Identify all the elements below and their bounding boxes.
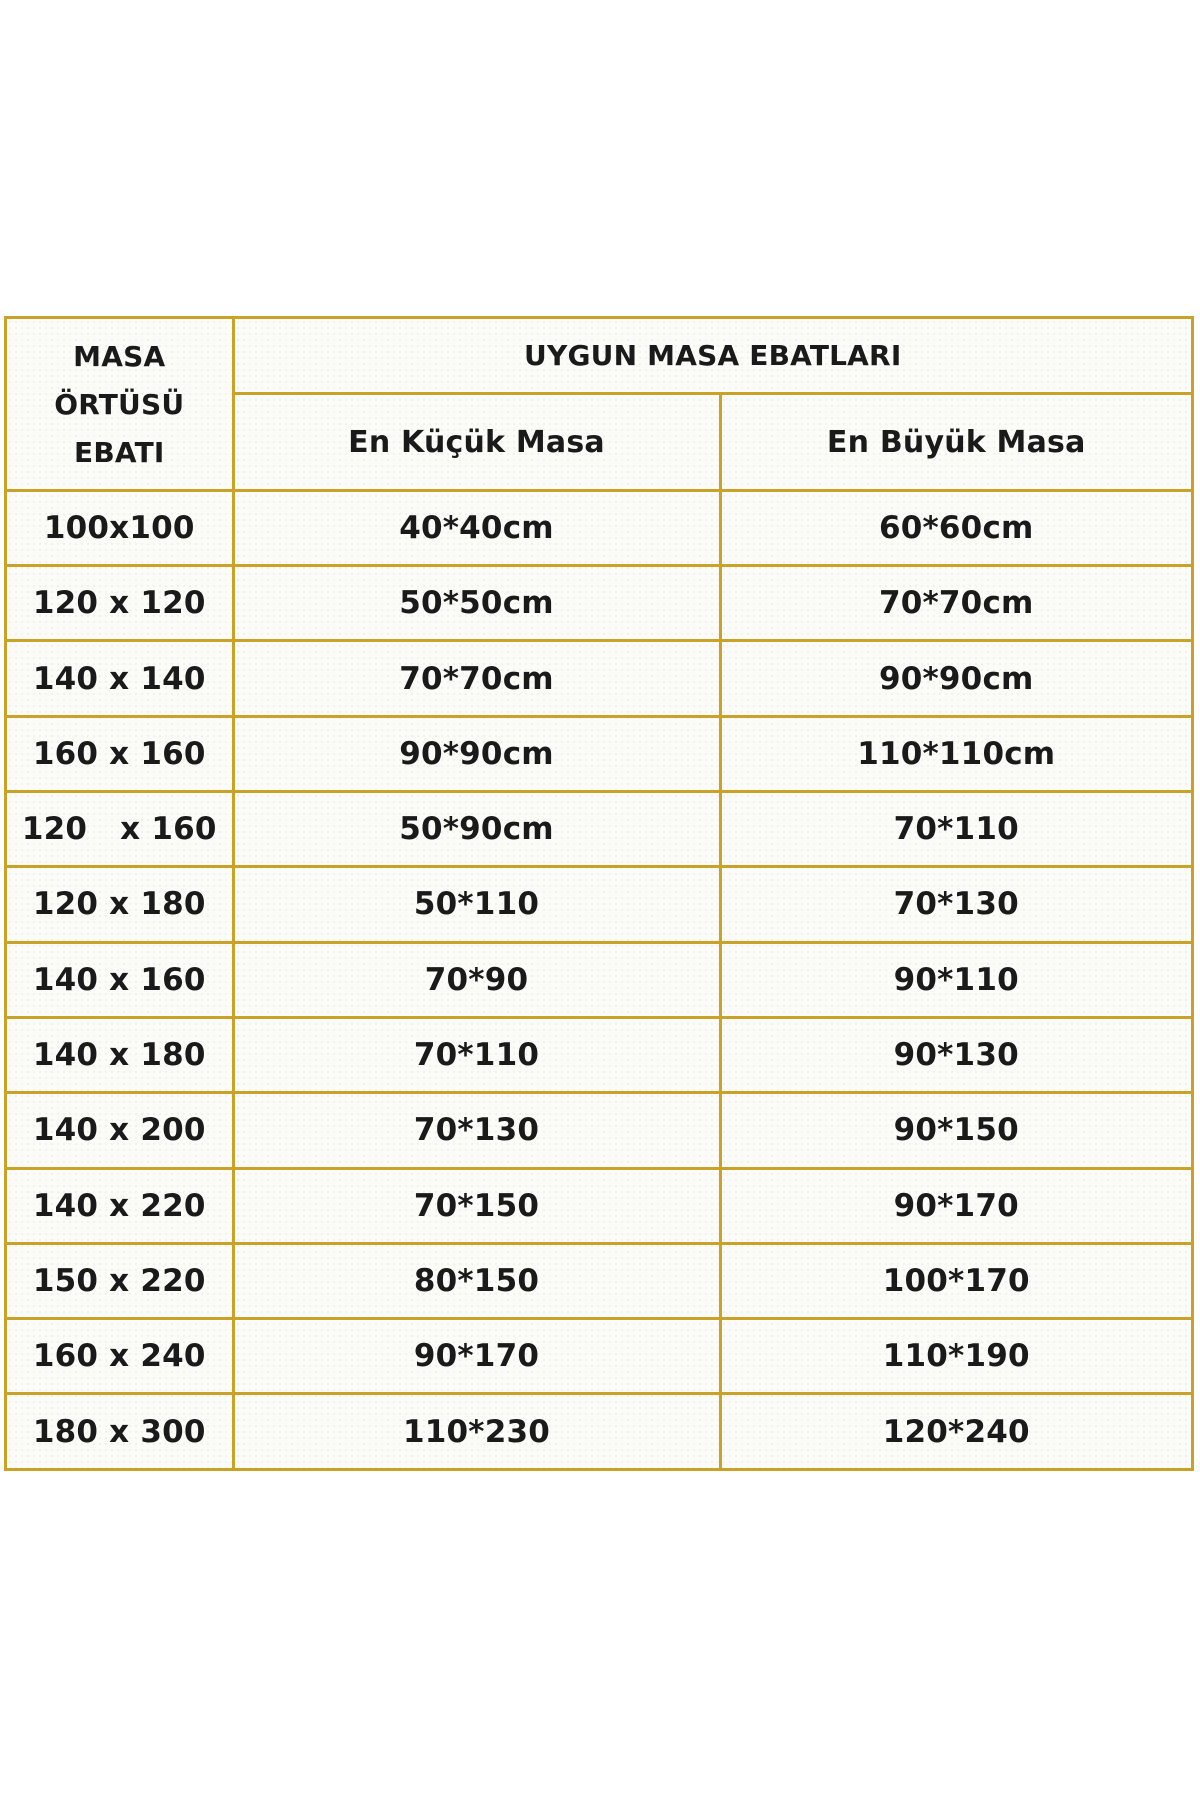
cell-max-size: 90*150: [720, 1093, 1191, 1168]
cell-min-size: 50*110: [233, 867, 720, 942]
cell-cloth-size: 100x100: [7, 490, 233, 565]
cell-min-size: 40*40cm: [233, 490, 720, 565]
cell-cloth-size: 140 x 200: [7, 1093, 233, 1168]
size-chart-table: [4, 316, 1194, 1471]
header-min-table: En Küçük Masa: [233, 394, 720, 490]
cell-cloth-size: 180 x 300: [7, 1394, 233, 1468]
table-row: [7, 1093, 1191, 1168]
cell-min-size: 80*150: [233, 1243, 720, 1318]
table-row: [7, 942, 1191, 1017]
cell-cloth-size: 120 x 120: [7, 566, 233, 641]
cell-cloth-size: 140 x 220: [7, 1168, 233, 1243]
header-row-top: [7, 319, 1191, 394]
cell-max-size: 70*70cm: [720, 566, 1191, 641]
table-row: [7, 1168, 1191, 1243]
cell-min-size: 50*90cm: [233, 791, 720, 866]
table-row: [7, 566, 1191, 641]
cell-min-size: 70*130: [233, 1093, 720, 1168]
cell-max-size: 120*240: [720, 1394, 1191, 1468]
cell-cloth-size: 120 x 180: [7, 867, 233, 942]
cell-max-size: 70*130: [720, 867, 1191, 942]
cell-cloth-size: 140 x 140: [7, 641, 233, 716]
table-row: [7, 791, 1191, 866]
cell-min-size: 70*110: [233, 1017, 720, 1092]
cell-max-size: 60*60cm: [720, 490, 1191, 565]
table-row: [7, 1017, 1191, 1092]
table-row: [7, 490, 1191, 565]
table-row: [7, 641, 1191, 716]
cell-cloth-size: 160 x 240: [7, 1319, 233, 1394]
cell-cloth-size: 140 x 160: [7, 942, 233, 1017]
cell-max-size: 70*110: [720, 791, 1191, 866]
cell-cloth-size: 150 x 220: [7, 1243, 233, 1318]
cell-max-size: 110*110cm: [720, 716, 1191, 791]
table-row: [7, 1394, 1191, 1468]
cell-max-size: 90*110: [720, 942, 1191, 1017]
size-table: [7, 319, 1191, 1468]
cell-min-size: 70*150: [233, 1168, 720, 1243]
cell-min-size: 90*170: [233, 1319, 720, 1394]
cell-min-size: 70*70cm: [233, 641, 720, 716]
header-max-table: En Büyük Masa: [720, 394, 1191, 490]
cell-cloth-size: 140 x 180: [7, 1017, 233, 1092]
header-tablecloth-size: MASA ÖRTÜSÜ EBATI: [7, 319, 233, 490]
table-row: [7, 867, 1191, 942]
cell-min-size: 70*90: [233, 942, 720, 1017]
table-row: [7, 1243, 1191, 1318]
cell-min-size: 90*90cm: [233, 716, 720, 791]
cell-max-size: 100*170: [720, 1243, 1191, 1318]
cell-max-size: 90*130: [720, 1017, 1191, 1092]
cell-min-size: 50*50cm: [233, 566, 720, 641]
table-row: [7, 716, 1191, 791]
cell-max-size: 90*170: [720, 1168, 1191, 1243]
cell-max-size: 110*190: [720, 1319, 1191, 1394]
cell-max-size: 90*90cm: [720, 641, 1191, 716]
cell-min-size: 110*230: [233, 1394, 720, 1468]
header-suitable-table-sizes: UYGUN MASA EBATLARI: [233, 319, 1191, 394]
table-row: [7, 1319, 1191, 1394]
cell-cloth-size: 160 x 160: [7, 716, 233, 791]
cell-cloth-size: 120 x 160: [7, 791, 233, 866]
